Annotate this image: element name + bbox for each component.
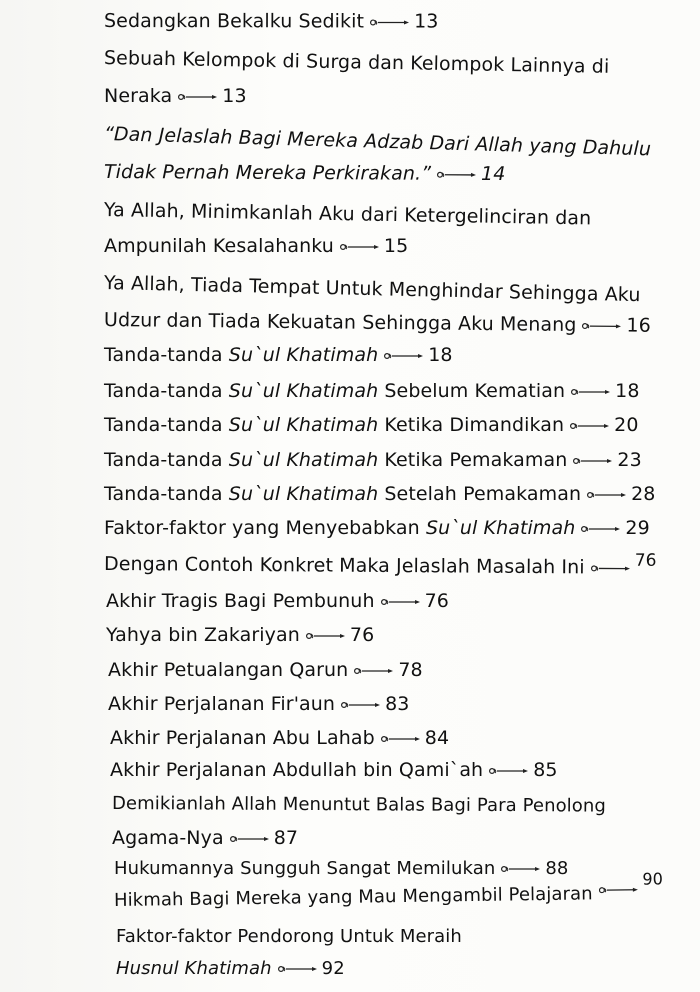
toc-entry [104,121,652,162]
entry-title: Neraka [104,85,173,107]
leader-ornament-icon [587,490,627,500]
leader-ornament-icon [581,524,621,534]
toc-entry [104,159,506,187]
toc-entry [106,588,449,614]
entry-title: Dengan Contoh Konkret Maka Jelaslah Masalah Ini [103,553,585,579]
page-number: 23 [617,449,642,471]
page-number: 88 [545,858,569,879]
entry-title: Ya Allah, Minimkanlah Aku dari Ketergelinciran dan [103,199,592,230]
entry-title: Ampunilah Kesalahanku [104,235,334,257]
entry-title-suffix: Ketika Pemakaman [378,449,568,471]
toc-entry [104,342,453,368]
toc-entry [116,924,462,950]
page-number: 85 [533,759,558,781]
leader-ornament-icon [354,666,394,676]
leader-ornament-icon [341,700,381,710]
page-number: 18 [428,344,453,366]
page-number: 14 [481,162,506,186]
leader-ornament-icon [570,421,610,431]
entry-title-suffix: Setelah Pemakaman [378,483,582,505]
entry-title-italic: “Dan Jelaslah Bagi Mereka Adzab Dari Allah yang Dahulu [103,123,652,161]
toc-entry [104,307,651,339]
leader-ornament-icon [178,92,218,102]
leader-ornament-icon [501,864,541,874]
page-number: 87 [273,827,299,849]
leader-ornament-icon [437,169,477,179]
toc-entry [104,45,610,80]
entry-title: Akhir Petualangan Qarun [108,659,349,681]
toc-entry [104,270,641,308]
entry-title: Akhir Perjalanan Abdullah bin Qami`ah [110,759,484,781]
page-number: 20 [614,414,639,436]
toc-entry [110,725,449,751]
toc-entry [104,447,642,473]
toc-entry [116,956,345,982]
entry-title-suffix: Ketika Dimandikan [378,414,565,436]
leader-ornament-icon [230,834,270,844]
page-number: 29 [625,517,650,539]
entry-title: Demikianlah Allah Menuntut Balas Bagi Para Penolong [111,793,607,817]
entry-title-prefix: Tanda-tanda [104,449,229,471]
toc-entry [104,233,408,259]
entry-title: Udzur dan Tiada Kekuatan Sehingga Aku Menang [103,309,577,336]
entry-title-italic: Su`ul Khatimah [228,380,379,402]
leader-ornament-icon [340,242,380,252]
page-number: 83 [385,693,410,715]
page-number: 28 [631,483,656,505]
leader-ornament-icon [278,964,318,974]
page-number: 92 [321,958,345,979]
leader-ornament-icon [573,456,613,466]
page-number: 76 [424,590,449,612]
leader-ornament-icon [381,597,421,607]
entry-title: Faktor-faktor Pendorong Untuk Meraih [116,926,462,947]
toc-entry [113,869,664,914]
page-number: 76 [634,550,657,571]
page-number: 16 [626,314,651,337]
entry-title-italic: Su`ul Khatimah [228,449,379,471]
toc-entry [106,622,374,648]
leader-ornament-icon [370,17,410,27]
toc-entry [110,757,558,783]
leader-ornament-icon [591,563,631,573]
page-number: 15 [383,235,409,257]
entry-title-italic: Su`ul Khatimah [228,344,379,366]
toc-entry [104,378,640,404]
entry-title-suffix: Sebelum Kematian [378,380,566,402]
toc-entry [104,551,657,582]
page-number: 13 [414,10,439,33]
entry-title: Akhir Perjalanan Fir'aun [108,693,336,715]
entry-title-prefix: Faktor-faktor yang Menyebabkan [104,517,426,539]
entry-title-prefix: Tanda-tanda [104,414,229,436]
leader-ornament-icon [384,351,424,361]
toc-entry [114,856,568,882]
toc-entry [104,481,655,507]
toc-entry [104,83,247,109]
toc-entry [104,515,650,541]
leader-ornament-icon [381,734,421,744]
entry-title-italic: Su`ul Khatimah [228,414,379,436]
entry-title-prefix: Tanda-tanda [104,380,229,402]
page-number: 13 [222,85,247,107]
entry-title: Yahya bin Zakariyan [106,624,300,646]
toc-entry [112,825,298,851]
entry-title: Akhir Perjalanan Abu Lahab [110,727,375,749]
leader-ornament-icon [582,321,622,331]
toc-entry [112,791,606,820]
page-number: 84 [424,727,450,749]
entry-title: Akhir Tragis Bagi Pembunuh [106,590,375,612]
entry-title-italic: Husnul Khatimah [116,958,272,979]
entry-title-prefix: Tanda-tanda [104,344,229,366]
entry-title: Hikmah Bagi Mereka yang Mau Mengambil Pelajaran [113,883,593,911]
leader-ornament-icon [306,631,346,641]
entry-title: Sedangkan Bekalku Sedikit [103,10,365,33]
leader-ornament-icon [599,885,639,896]
entry-title-prefix: Tanda-tanda [104,483,229,505]
toc-entry [104,412,639,438]
entry-title: Agama-Nya [112,827,224,849]
entry-title-italic: Tidak Pernah Mereka Perkirakan.” [103,161,432,185]
toc-entry [108,657,423,683]
leader-ornament-icon [489,766,529,776]
page-number: 90 [642,869,664,889]
toc-entry [104,197,592,232]
entry-title-italic: Su`ul Khatimah [228,483,379,505]
entry-title-italic: Su`ul Khatimah [425,517,576,539]
page-number: 18 [615,380,640,402]
entry-title: Ya Allah, Tiada Tempat Untuk Menghindar Sehingga Aku [103,272,641,307]
page-number: 78 [398,659,423,681]
entry-title: Hukumannya Sungguh Sangat Memilukan [114,858,496,879]
entry-title: Sebuah Kelompok di Surga dan Kelompok Lainnya di [103,47,610,78]
toc-entry [104,8,439,35]
toc-entry [108,691,409,717]
page-number: 76 [349,624,375,646]
leader-ornament-icon [571,387,611,397]
